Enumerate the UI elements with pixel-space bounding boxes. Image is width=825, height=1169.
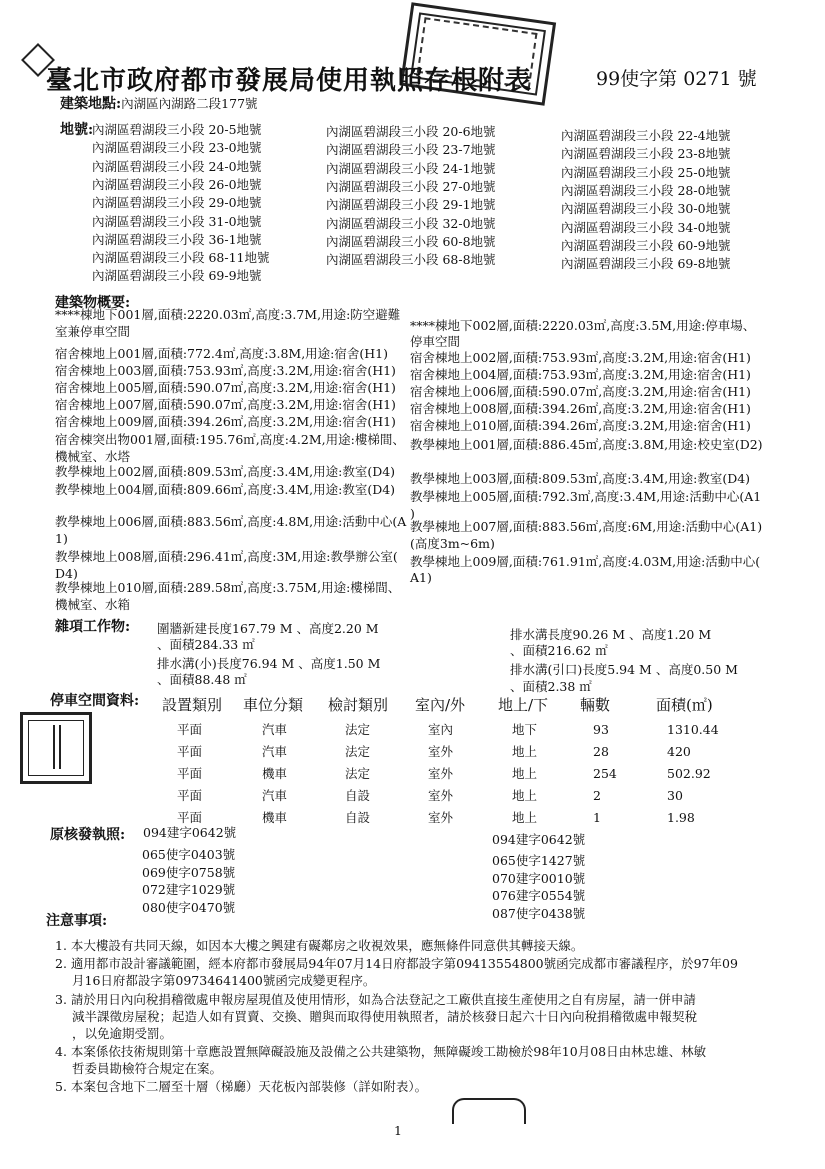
lot-number: 內湖區碧湖段三小段 32-0地號 <box>326 215 496 231</box>
parking-cell: 30 <box>667 788 683 803</box>
lot-number: 內湖區碧湖段三小段 28-0地號 <box>561 182 731 198</box>
parking-header: 室內/外 <box>415 696 466 714</box>
official-seal-left <box>20 712 92 784</box>
building-line: 宿舍棟地上005層,面積:590.07㎡,高度:3.2M,用途:宿舍(H1) <box>55 380 396 395</box>
parking-cell: 汽車 <box>262 788 288 803</box>
building-line: 教學棟地上001層,面積:886.45㎡,高度:3.8M,用途:校史室(D2) <box>410 437 763 452</box>
misc-work-line: 排水溝長度90.26 M 、高度1.20 M <box>510 627 712 642</box>
note-line: 1. 本大樓設有共同天線，如因本大樓之興建有礙鄰房之收視效果，應無條件同意供其轉接天線。 <box>55 938 584 953</box>
permit-number: 094建字0642號 <box>492 832 586 847</box>
lot-number: 內湖區碧湖段三小段 23-7地號 <box>326 142 496 158</box>
building-line: ) <box>410 506 415 521</box>
parking-cell: 地上 <box>512 744 538 759</box>
parking-cell: 室外 <box>428 788 454 803</box>
building-line: 宿舍棟地上001層,面積:772.4㎡,高度:3.8M,用途:宿舍(H1) <box>55 346 388 361</box>
lot-number: 內湖區碧湖段三小段 20-5地號 <box>92 122 262 137</box>
lot-number: 內湖區碧湖段三小段 36-1地號 <box>92 231 262 247</box>
building-line: D4) <box>55 566 78 581</box>
permit-number: 070建字0010號 <box>492 870 586 886</box>
lot-number: 內湖區碧湖段三小段 68-11地號 <box>92 250 270 266</box>
building-line: 教學棟地上003層,面積:809.53㎡,高度:3.4M,用途:教室(D4) <box>410 471 751 486</box>
parking-cell: 平面 <box>177 744 203 759</box>
note-line: 5. 本案包含地下二層至十層（梯廳）天花板內部裝修（詳如附表）。 <box>55 1079 428 1094</box>
lot-number: 內湖區碧湖段三小段 31-0地號 <box>92 213 262 229</box>
note-line: 哲委員勘檢符合規定在案。 <box>72 1061 223 1076</box>
building-line: 宿舍棟地上007層,面積:590.07㎡,高度:3.2M,用途:宿舍(H1) <box>55 397 396 412</box>
building-line: 教學棟地上004層,面積:809.66㎡,高度:3.4M,用途:教室(D4) <box>55 482 396 497</box>
lot-number: 內湖區碧湖段三小段 69-8地號 <box>561 256 731 272</box>
site-address-row <box>60 95 258 113</box>
lot-number: 內湖區碧湖段三小段 60-8地號 <box>326 233 496 249</box>
building-line: 教學棟地上009層,面積:761.91㎡,高度:4.03M,用途:活動中心( <box>410 554 761 569</box>
page-number: 1 <box>394 1123 402 1138</box>
site-address-label: 建築地點: <box>60 96 122 112</box>
parking-cell: 法定 <box>345 744 371 759</box>
building-line: 教學棟地上007層,面積:883.56㎡,高度:6M,用途:活動中心(A1) <box>410 519 763 534</box>
building-line: 宿舍棟地上010層,面積:394.26㎡,高度:3.2M,用途:宿舍(H1) <box>410 418 751 433</box>
lot-number: 內湖區碧湖段三小段 20-6地號 <box>326 124 496 139</box>
lot-number: 內湖區碧湖段三小段 68-8地號 <box>326 252 496 268</box>
lot-number: 內湖區碧湖段三小段 26-0地號 <box>92 176 262 192</box>
lot-number: 內湖區碧湖段三小段 30-0地號 <box>561 201 731 217</box>
note-line: 4. 本案係依技術規則第十章應設置無障礙設施及設備之公共建築物，無障礙竣工勘檢於98年10月08日由林忠雄、林敏 <box>55 1044 707 1059</box>
parking-cell: 機車 <box>262 766 288 781</box>
parking-cell: 機車 <box>262 810 288 825</box>
building-line: 教學棟地上006層,面積:883.56㎡,高度:4.8M,用途:活動中心(A <box>55 514 407 529</box>
parking-cell: 28 <box>593 744 609 759</box>
original-permits-label: 原核發執照: <box>50 827 126 843</box>
lot-number: 內湖區碧湖段三小段 22-4地號 <box>561 128 731 143</box>
parking-cell: 室外 <box>428 810 454 825</box>
building-line: 宿舍棟突出物001層,面積:195.76㎡,高度:4.2M,用途:樓梯間、 <box>55 432 405 447</box>
parking-cell: 1 <box>593 810 601 825</box>
misc-work-line: 、面積88.48 ㎡ <box>157 672 247 687</box>
building-line: 宿舍棟地上008層,面積:394.26㎡,高度:3.2M,用途:宿舍(H1) <box>410 401 751 416</box>
misc-work-line: 、面積2.38 ㎡ <box>510 679 592 694</box>
lot-number: 內湖區碧湖段三小段 60-9地號 <box>561 237 731 253</box>
parking-cell: 汽車 <box>262 744 288 759</box>
building-line: ****棟地下002層,面積:2220.03㎡,高度:3.5M,用途:停車場、 <box>410 318 756 333</box>
parking-cell: 地上 <box>512 766 538 781</box>
building-line: 室兼停車空間 <box>55 324 131 339</box>
permit-number: 080使字0470號 <box>142 899 236 915</box>
parking-cell: 平面 <box>177 766 203 781</box>
parking-cell: 汽車 <box>262 722 288 737</box>
lots-label: 地號: <box>60 122 94 138</box>
permit-number: 065使字0403號 <box>142 847 236 862</box>
parking-header: 輛數 <box>580 696 611 714</box>
parking-header: 面積(㎡) <box>656 696 713 714</box>
misc-work-line: 排水溝(引口)長度5.94 M 、高度0.50 M <box>510 662 738 677</box>
lot-number: 內湖區碧湖段三小段 27-0地號 <box>326 178 496 194</box>
note-line: 減半課徵房屋稅；起造人如有買賣、交換、贈與而取得使用執照者，請於核發日起六十日內向稅捐稽徵處申報契稅 <box>72 1009 698 1024</box>
parking-header: 設置類別 <box>162 696 223 714</box>
parking-cell: 平面 <box>177 788 203 803</box>
page-title: 臺北市政府都市發展局使用執照存根附表 <box>46 66 533 96</box>
parking-cell: 254 <box>593 766 617 781</box>
lot-number: 內湖區碧湖段三小段 69-9地號 <box>92 268 262 284</box>
parking-cell: 平面 <box>177 810 203 825</box>
parking-label: 停車空間資料: <box>50 693 140 709</box>
parking-cell: 地上 <box>512 810 538 825</box>
permit-number: 065使字1427號 <box>492 853 586 868</box>
building-line: 宿舍棟地上006層,面積:590.07㎡,高度:3.2M,用途:宿舍(H1) <box>410 384 751 399</box>
parking-cell: 自設 <box>345 810 371 825</box>
building-line: 教學棟地上010層,面積:289.58㎡,高度:3.75M,用途:樓梯間、 <box>55 580 401 595</box>
misc-works-label: 雜項工作物: <box>55 619 131 635</box>
misc-work-line: 圍牆新建長度167.79 M 、高度2.20 M <box>157 621 379 636</box>
parking-cell: 地下 <box>512 722 538 737</box>
buildings-label: 建築物概要: <box>55 295 131 311</box>
lot-number: 內湖區碧湖段三小段 34-0地號 <box>561 219 731 235</box>
lot-number: 內湖區碧湖段三小段 23-0地號 <box>92 140 262 156</box>
lot-number: 內湖區碧湖段三小段 29-1地號 <box>326 197 496 213</box>
parking-cell: 502.92 <box>667 766 711 781</box>
parking-cell: 法定 <box>345 722 371 737</box>
parking-cell: 地上 <box>512 788 538 803</box>
note-line: ，以免逾期受罰。 <box>72 1026 173 1041</box>
notes-label: 注意事項: <box>46 913 108 929</box>
parking-cell: 420 <box>667 744 691 759</box>
note-line: 2. 適用都市設計審議範圍，經本府都市發展局94年07月14日府都設字第09413554800號函完成都市審議程序，於97年09 <box>55 956 738 971</box>
building-line: 宿舍棟地上003層,面積:753.93㎡,高度:3.2M,用途:宿舍(H1) <box>55 363 396 378</box>
parking-header: 車位分類 <box>243 696 304 714</box>
building-line: (高度3m~6m) <box>410 536 495 551</box>
building-line: 機械室、水箱 <box>55 597 131 612</box>
lot-number: 內湖區碧湖段三小段 29-0地號 <box>92 195 262 211</box>
building-line: A1) <box>410 570 432 585</box>
building-line: 教學棟地上008層,面積:296.41㎡,高度:3M,用途:教學辦公室( <box>55 549 398 564</box>
permit-number: 094建字0642號 <box>143 825 237 840</box>
parking-cell: 1310.44 <box>667 722 719 737</box>
parking-cell: 1.98 <box>667 810 695 825</box>
parking-cell: 室外 <box>428 766 454 781</box>
official-seal-bottom <box>452 1098 526 1124</box>
building-line: ****棟地下001層,面積:2220.03㎡,高度:3.7M,用途:防空避難 <box>55 307 401 322</box>
building-line: 宿舍棟地上009層,面積:394.26㎡,高度:3.2M,用途:宿舍(H1) <box>55 414 396 429</box>
site-address-value: 內湖區內湖路二段177號 <box>121 96 258 111</box>
misc-work-line: 、面積284.33 ㎡ <box>157 637 255 652</box>
building-line: 教學棟地上005層,面積:792.3㎡,高度:3.4M,用途:活動中心(A1 <box>410 489 762 504</box>
parking-header: 地上/下 <box>498 696 549 714</box>
parking-cell: 法定 <box>345 766 371 781</box>
misc-work-line: 、面積216.62 ㎡ <box>510 643 608 658</box>
permit-number: 072建字1029號 <box>142 882 236 897</box>
parking-header: 檢討類別 <box>328 696 389 714</box>
parking-cell: 93 <box>593 722 609 737</box>
building-line: 宿舍棟地上004層,面積:753.93㎡,高度:3.2M,用途:宿舍(H1) <box>410 367 751 382</box>
parking-cell: 平面 <box>177 722 203 737</box>
permit-number: 087使字0438號 <box>492 905 586 921</box>
document-number: 99使字第 0271 號 <box>596 68 757 90</box>
note-line: 3. 請於用日內向稅捐稽徵處申報房屋現值及使用情形，如為合法登記之工廠供直接生產使用之自有房屋，請一併申請 <box>55 992 696 1007</box>
lot-number: 內湖區碧湖段三小段 23-8地號 <box>561 146 731 162</box>
permit-number: 076建字0554號 <box>492 888 586 903</box>
building-line: 宿舍棟地上002層,面積:753.93㎡,高度:3.2M,用途:宿舍(H1) <box>410 350 751 365</box>
building-line: 教學棟地上002層,面積:809.53㎡,高度:3.4M,用途:教室(D4) <box>55 464 396 479</box>
building-line: 停車空間 <box>410 334 461 349</box>
note-line: 月16日府都設字第09734641400號函完成變更程序。 <box>72 973 376 988</box>
lot-number: 內湖區碧湖段三小段 24-0地號 <box>92 158 262 174</box>
building-line: 機械室、水塔 <box>55 449 131 464</box>
parking-cell: 自設 <box>345 788 371 803</box>
misc-work-line: 排水溝(小)長度76.94 M 、高度1.50 M <box>157 656 381 671</box>
permit-number: 069使字0758號 <box>142 864 236 880</box>
lot-number: 內湖區碧湖段三小段 25-0地號 <box>561 164 731 180</box>
lot-number: 內湖區碧湖段三小段 24-1地號 <box>326 160 496 176</box>
building-line: 1) <box>55 531 68 546</box>
parking-cell: 室內 <box>428 722 454 737</box>
parking-cell: 2 <box>593 788 601 803</box>
parking-cell: 室外 <box>428 744 454 759</box>
